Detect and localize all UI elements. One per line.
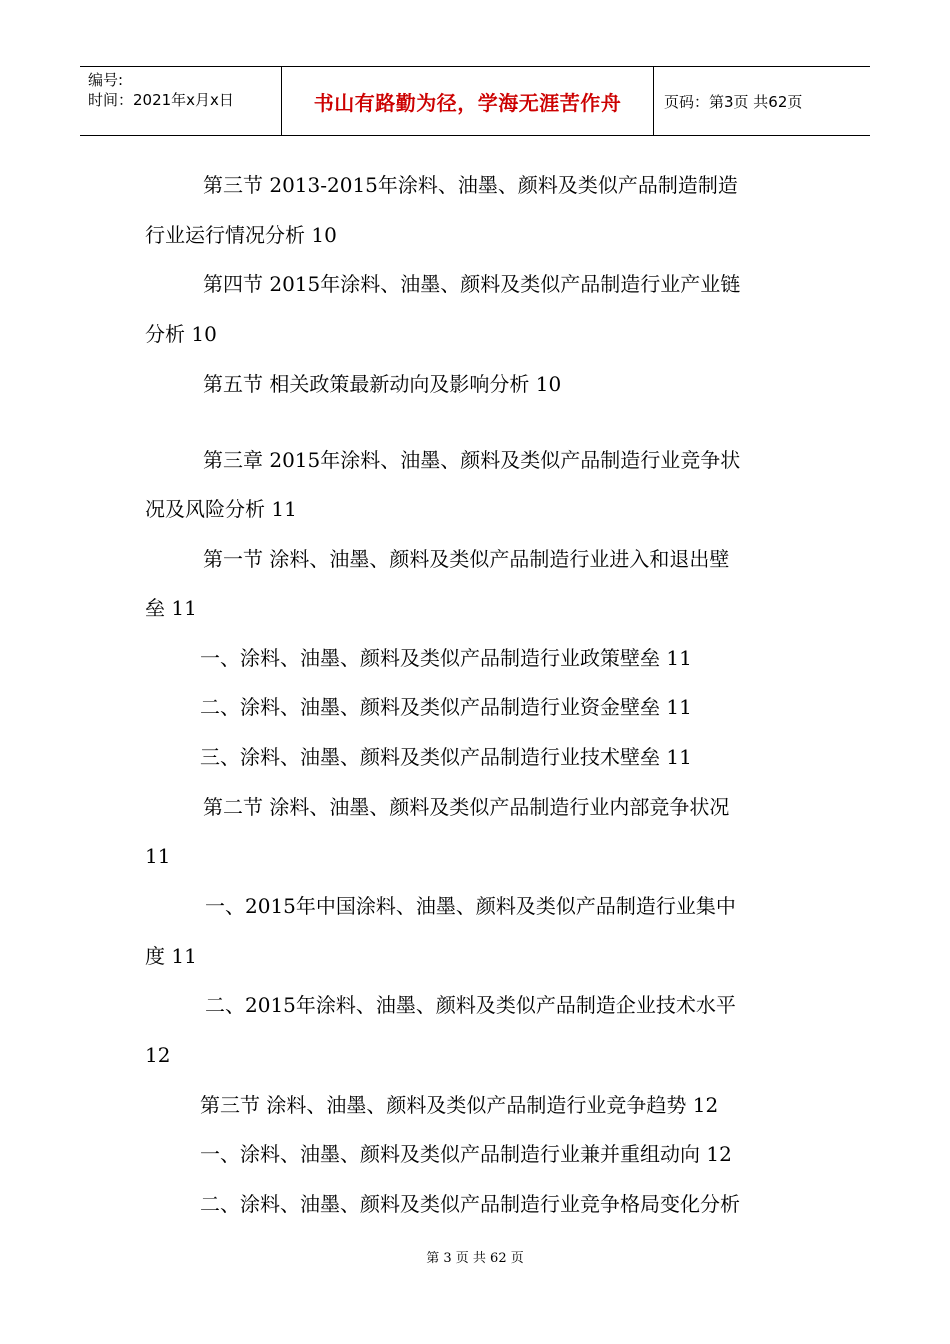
document-time-label: 时间：2021年x月x日 — [88, 91, 234, 109]
document-number-label: 编号: — [88, 71, 124, 89]
toc-line: 二、2015年涂料、油墨、颜料及类似产品制造企业技术水平 — [205, 993, 736, 1017]
toc-line: 第二节 涂料、油墨、颜料及类似产品制造行业内部竞争状况 — [203, 795, 730, 819]
toc-line: 一、涂料、油墨、颜料及类似产品制造行业兼并重组动向 12 — [200, 1142, 732, 1166]
toc-line: 一、2015年中国涂料、油墨、颜料及类似产品制造行业集中 — [205, 894, 736, 918]
toc-line: 行业运行情况分析 10 — [145, 223, 337, 247]
header-meta — [80, 67, 282, 135]
toc-line: 二、涂料、油墨、颜料及类似产品制造行业竞争格局变化分析 — [200, 1192, 740, 1216]
toc-line: 二、涂料、油墨、颜料及类似产品制造行业资金壁垒 11 — [200, 695, 692, 719]
page-header — [80, 66, 870, 136]
toc-line: 垒 11 — [145, 596, 197, 620]
toc-line: 第三节 2013-2015年涂料、油墨、颜料及类似产品制造制造 — [203, 173, 738, 197]
toc-line: 第一节 涂料、油墨、颜料及类似产品制造行业进入和退出壁 — [203, 547, 730, 571]
toc-line: 一、涂料、油墨、颜料及类似产品制造行业政策壁垒 11 — [200, 646, 692, 670]
header-motto: 书山有路勤为径，学海无涯苦作舟 — [282, 67, 654, 135]
toc-line: 度 11 — [145, 944, 197, 968]
toc-line: 三、涂料、油墨、颜料及类似产品制造行业技术壁垒 11 — [200, 745, 692, 769]
toc-line: 第三节 涂料、油墨、颜料及类似产品制造行业竞争趋势 12 — [200, 1093, 719, 1117]
toc-line: 第三章 2015年涂料、油墨、颜料及类似产品制造行业竞争状 — [203, 448, 741, 472]
toc-line: 况及风险分析 11 — [145, 497, 297, 521]
header-page-info: 页码：第3页 共62页 — [664, 92, 803, 111]
toc-line: 12 — [145, 1043, 171, 1067]
toc-line: 第四节 2015年涂料、油墨、颜料及类似产品制造行业产业链 — [203, 272, 741, 296]
toc-line: 11 — [145, 844, 171, 868]
toc-line: 第五节 相关政策最新动向及影响分析 10 — [203, 372, 562, 396]
toc-line: 分析 10 — [145, 322, 217, 346]
page-footer: 第 3 页 共 62 页 — [426, 1251, 524, 1266]
